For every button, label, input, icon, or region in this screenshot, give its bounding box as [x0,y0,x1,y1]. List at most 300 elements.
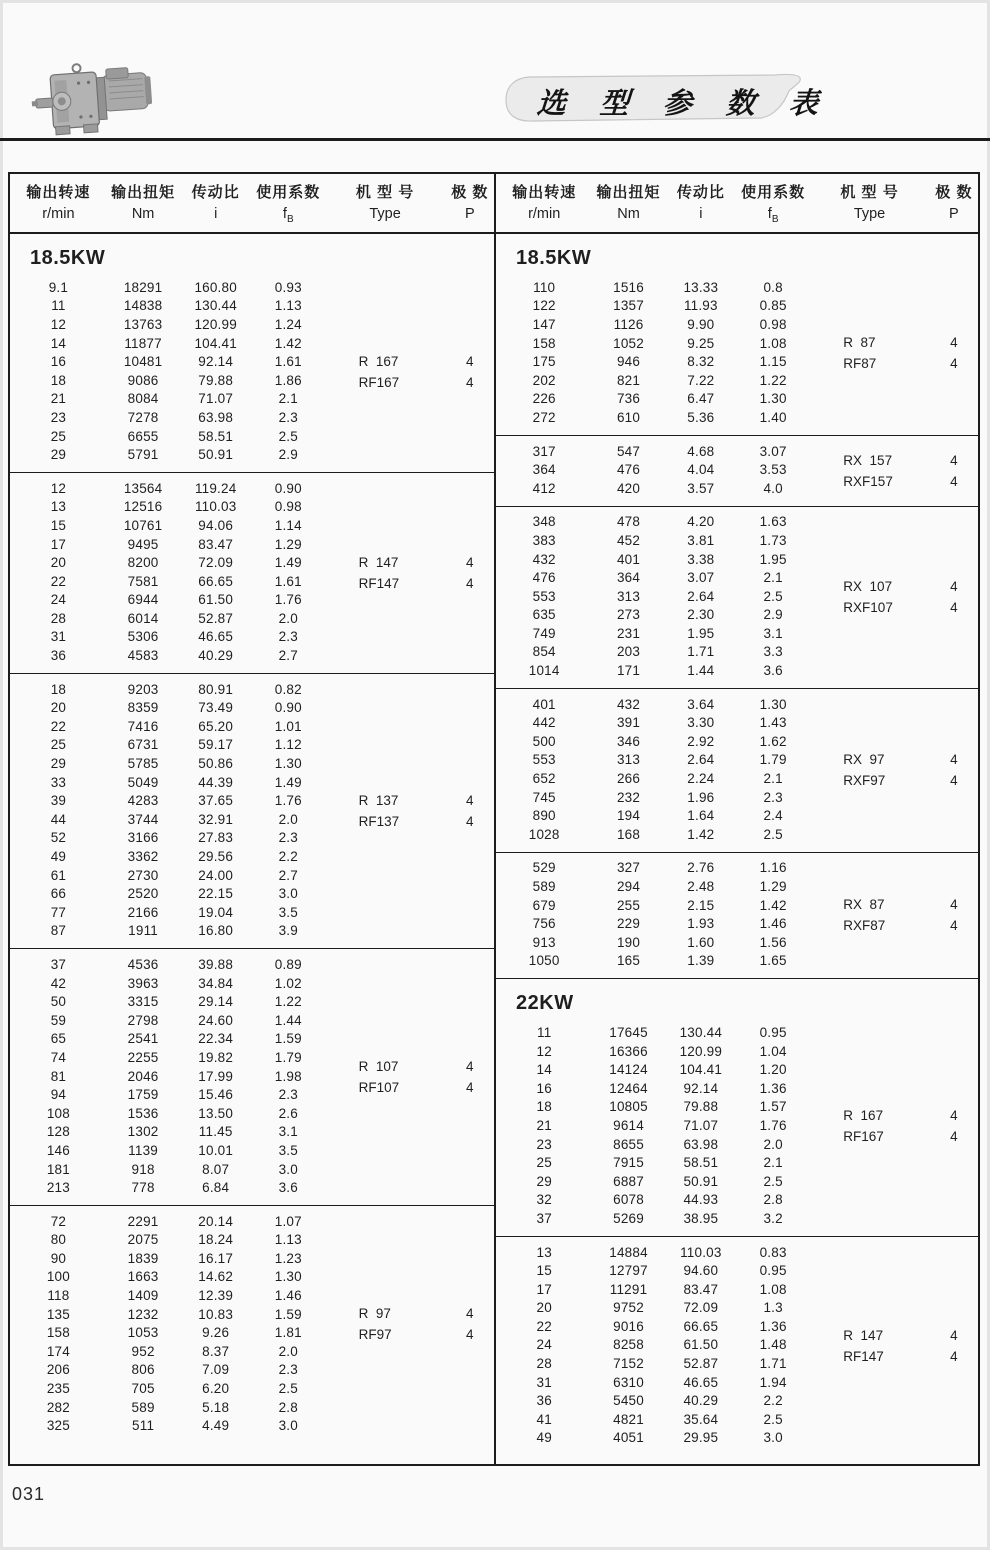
cell-service-factor: 0.85 [759,298,787,314]
cell-ratio: 61.50 [683,1337,719,1353]
cell-service-factor: 1.13 [274,1232,302,1248]
cell-ratio: 6.84 [202,1180,230,1196]
cell-output-torque: 7152 [613,1356,644,1372]
model-type-label: R 167 [843,1108,884,1124]
cell-output-speed: 500 [532,733,556,749]
cell-output-speed: 11 [536,1024,552,1040]
header-row-units [10,206,494,225]
cell-service-factor: 1.95 [759,551,787,567]
cell-output-torque: 1759 [127,1087,159,1103]
cell-output-torque: 3315 [127,994,159,1010]
cell-ratio: 24.00 [198,867,234,883]
type-label-group [325,1056,446,1098]
poles-value: 4 [466,1327,474,1343]
cell-output-speed: 432 [532,551,556,567]
cell-service-factor: 1.22 [759,372,787,388]
header-row-zh [496,181,978,202]
cell-ratio: 94.06 [198,517,234,533]
header-rule [0,138,990,141]
cell-output-torque: 10481 [123,354,163,370]
cell-output-speed: 476 [532,570,556,586]
cell-ratio: 5.18 [202,1399,230,1415]
table-row [10,479,494,498]
cell-output-torque: 9495 [127,536,159,552]
cell-service-factor: 2.2 [278,849,298,865]
cell-output-speed: 36 [536,1393,552,1409]
cell-output-torque: 3166 [127,830,159,846]
cell-ratio: 2.76 [687,860,715,876]
cell-ratio: 130.44 [679,1024,723,1040]
cell-service-factor: 1.56 [759,934,787,950]
cell-service-factor: 1.08 [759,335,787,351]
cell-ratio: 2.15 [687,897,715,913]
cell-ratio: 160.80 [194,279,237,295]
cell-service-factor: 1.59 [274,1306,302,1322]
table-row [496,877,978,896]
cell-ratio: 4.49 [202,1418,230,1434]
table-row [496,1042,978,1061]
unit-fb: $f_B$ [767,206,779,225]
cell-output-torque: 432 [616,696,641,712]
table-row [496,624,978,643]
cell-output-speed: 110 [533,279,556,295]
cell-ratio: 44.93 [683,1192,719,1208]
type-label-group [325,351,446,393]
cell-output-torque: 2291 [127,1213,159,1229]
cell-ratio: 1.39 [687,953,715,969]
cell-ratio: 1.95 [687,625,715,641]
cell-output-torque: 10805 [609,1099,648,1115]
cell-ratio: 66.65 [198,573,234,589]
cell-ratio: 9.90 [687,316,715,332]
table-row [10,680,494,699]
cell-output-torque: 2255 [127,1049,159,1065]
cell-service-factor: 2.3 [278,830,298,846]
cell-ratio: 104.41 [194,335,237,351]
cell-output-torque: 1409 [127,1288,159,1304]
cell-ratio: 71.07 [683,1117,719,1133]
cell-output-speed: 36 [50,648,67,664]
cell-output-speed: 24 [536,1337,552,1353]
cell-ratio: 72.09 [683,1300,719,1316]
cell-ratio: 2.64 [687,752,715,768]
cell-ratio: 71.07 [198,391,234,407]
cell-service-factor: 1.13 [274,298,302,314]
table-row [10,773,494,792]
cell-output-speed: 80 [50,1232,67,1248]
table-row [10,1123,494,1142]
cell-service-factor: 1.61 [274,354,302,370]
data-block [496,688,978,852]
cell-output-torque: 16366 [609,1043,648,1059]
model-type-label: RX 87 [843,897,885,913]
cell-output-speed: 72 [50,1213,67,1229]
cell-ratio: 7.09 [202,1362,230,1378]
data-block [10,272,494,472]
cell-output-torque: 1053 [127,1325,159,1341]
cell-service-factor: 2.5 [763,1173,783,1189]
table-row [10,1212,494,1231]
cell-ratio: 120.99 [679,1043,723,1059]
model-type-label: R 97 [358,1306,391,1322]
cell-service-factor: 2.7 [278,648,298,664]
data-block [10,948,494,1205]
cell-ratio: 2.30 [687,607,715,623]
cell-ratio: 58.51 [683,1155,719,1171]
cell-output-torque: 821 [616,372,641,388]
cell-output-speed: 12 [50,316,67,332]
cell-service-factor: 1.23 [274,1250,302,1266]
cell-output-speed: 18 [50,372,67,388]
cell-output-speed: 15 [536,1263,552,1279]
cell-output-torque: 11877 [124,335,162,351]
cell-ratio: 46.65 [683,1374,719,1390]
cell-service-factor: 1.62 [759,733,787,749]
cell-ratio: 83.47 [683,1281,719,1297]
cell-service-factor: 3.3 [763,644,783,660]
model-type-label: R 147 [358,554,399,570]
cell-service-factor: 2.7 [278,867,298,883]
cell-output-speed: 108 [46,1105,70,1121]
table-row [496,408,978,427]
cell-ratio: 11.45 [198,1124,233,1140]
cell-ratio: 20.14 [198,1213,234,1229]
cell-output-torque: 1126 [613,316,644,332]
cell-output-torque: 5785 [127,756,159,772]
model-type-label: RF107 [358,1080,400,1096]
cell-service-factor: 3.5 [278,1142,298,1158]
header-row-units [496,206,978,225]
table-row [10,1030,494,1049]
cell-service-factor: 3.6 [763,663,783,679]
header-service-factor: 使用系数 [256,184,321,202]
cell-service-factor: 2.0 [278,610,298,626]
cell-output-torque: 3963 [127,975,159,991]
cell-output-speed: 29 [536,1173,552,1189]
table-row [496,1391,978,1410]
cell-service-factor: 1.04 [759,1043,787,1059]
table-row [496,713,978,732]
cell-service-factor: 1.73 [759,532,787,548]
cell-output-torque: 1911 [128,923,159,939]
data-block [10,472,494,673]
cell-output-speed: 652 [532,771,556,787]
cell-service-factor: 2.1 [763,771,783,787]
power-section-label: 18.5KW [30,247,106,269]
cell-service-factor: 1.15 [759,354,787,370]
table-row [10,445,494,464]
poles-value: 4 [466,814,474,830]
cell-output-torque: 6655 [127,428,159,444]
cell-output-torque: 12797 [609,1263,648,1279]
poles-group [930,576,978,618]
cell-output-speed: 635 [532,607,556,623]
cell-service-factor: 1.57 [759,1099,787,1115]
table-row [496,1410,978,1429]
cell-service-factor: 1.42 [274,335,302,351]
poles-group [930,450,978,492]
cell-service-factor: 2.5 [278,428,298,444]
type-label-group [809,576,930,618]
cell-output-speed: 23 [536,1136,552,1152]
cell-service-factor: 1.46 [274,1288,302,1304]
model-type-label: R 147 [843,1327,884,1343]
table-row [10,609,494,628]
cell-ratio: 24.60 [198,1012,234,1028]
type-label-group [809,450,930,492]
cell-output-torque: 6731 [127,737,159,753]
cell-output-speed: 25 [50,428,67,444]
cell-ratio: 8.37 [202,1343,230,1359]
header-service-factor: 使用系数 [741,184,806,202]
header-row-zh [10,181,494,202]
cell-ratio: 4.04 [687,462,715,478]
table-row [496,297,978,316]
table-row [496,1280,978,1299]
cell-service-factor: 1.22 [274,994,302,1010]
table-left-half [10,174,494,1464]
poles-value: 4 [950,356,958,372]
cell-ratio: 50.86 [198,756,234,772]
cell-ratio: 66.65 [683,1318,719,1334]
cell-output-speed: 77 [50,904,67,920]
cell-ratio: 18.24 [198,1232,234,1248]
cell-output-speed: 348 [532,514,556,530]
cell-output-torque: 346 [616,733,641,749]
cell-service-factor: 2.0 [278,811,298,827]
model-type-label: RF137 [358,814,400,830]
cell-output-speed: 87 [50,923,67,939]
cell-ratio: 2.92 [687,733,715,749]
type-label-group [809,894,930,936]
cell-ratio: 29.95 [683,1430,719,1446]
cell-output-torque: 5450 [613,1393,644,1409]
cell-output-speed: 61 [50,867,67,883]
cell-output-torque: 610 [616,409,641,425]
cell-ratio: 4.20 [687,514,715,530]
table-row [10,992,494,1011]
model-type-label: R 167 [358,353,399,369]
cell-output-torque: 17645 [609,1024,648,1040]
cell-service-factor: 1.16 [759,860,787,876]
model-type-label: RXF157 [843,473,893,489]
cell-output-torque: 273 [616,607,641,623]
model-type-label: R 107 [358,1059,399,1075]
cell-output-speed: 20 [536,1300,552,1316]
model-type-label: RF147 [843,1348,884,1364]
cell-service-factor: 1.43 [759,715,787,731]
cell-ratio: 61.50 [198,592,234,608]
cell-output-speed: 12 [536,1043,552,1059]
cell-output-torque: 8359 [127,700,159,716]
model-type-label: R 87 [843,335,876,351]
header-model: 机 型 号 [840,184,899,202]
cell-output-torque: 511 [132,1418,155,1434]
cell-output-torque: 3362 [127,849,159,865]
cell-output-speed: 272 [532,409,556,425]
cell-ratio: 94.60 [683,1263,719,1279]
cell-output-torque: 391 [616,715,641,731]
table-body-right [496,234,978,1464]
cell-output-speed: 52 [50,830,67,846]
cell-output-torque: 918 [131,1161,155,1177]
cell-output-torque: 1232 [127,1306,159,1322]
cell-ratio: 1.96 [687,789,715,805]
cell-output-torque: 232 [616,789,641,805]
cell-output-speed: 325 [46,1418,70,1434]
gear-motor-image [30,58,160,144]
unit-rmin: r/min [42,206,75,223]
table-row [10,408,494,427]
cell-output-torque: 327 [616,860,641,876]
poles-value: 4 [466,374,474,390]
cell-output-torque: 14884 [609,1244,648,1260]
cell-output-torque: 6887 [613,1173,644,1189]
cell-ratio: 2.48 [687,879,715,895]
cell-output-torque: 4283 [127,793,159,809]
cell-output-speed: 589 [532,879,556,895]
cell-output-speed: 90 [50,1250,67,1266]
cell-output-torque: 4583 [127,648,159,664]
cell-output-torque: 12516 [123,499,163,515]
cell-output-torque: 420 [616,480,641,496]
poles-value: 4 [466,1306,474,1322]
table-row [10,866,494,885]
data-block [496,852,978,979]
poles-value: 4 [950,773,958,789]
cell-output-torque: 4536 [127,956,159,972]
cell-output-torque: 2730 [127,867,159,883]
cell-output-speed: 202 [532,372,556,388]
cell-service-factor: 1.14 [274,517,302,533]
cell-service-factor: 2.1 [278,391,298,407]
cell-service-factor: 1.76 [274,592,302,608]
cell-ratio: 52.87 [683,1356,719,1372]
table-header-right [496,174,978,234]
cell-ratio: 52.87 [198,610,234,626]
cell-output-speed: 94 [50,1087,67,1103]
cell-ratio: 13.50 [198,1105,234,1121]
cell-output-speed: 28 [50,610,67,626]
cell-ratio: 2.24 [687,771,715,787]
title-banner [503,72,833,126]
cell-output-speed: 14 [536,1062,552,1078]
cell-service-factor: 2.3 [278,409,298,425]
cell-output-torque: 294 [616,879,641,895]
cell-ratio: 80.91 [198,681,234,697]
cell-output-speed: 21 [536,1117,552,1133]
table-body-left [10,234,494,1464]
cell-output-torque: 1052 [613,335,644,351]
cell-service-factor: 1.81 [274,1325,302,1341]
cell-output-speed: 890 [532,808,556,824]
cell-output-torque: 9016 [613,1318,644,1334]
cell-output-speed: 39 [50,793,67,809]
cell-service-factor: 1.71 [759,1356,787,1372]
cell-output-speed: 135 [46,1306,70,1322]
cell-ratio: 79.88 [198,372,234,388]
cell-output-speed: 44 [50,811,67,827]
cell-service-factor: 1.36 [759,1318,787,1334]
cell-output-speed: 16 [536,1080,552,1096]
cell-ratio: 19.04 [198,904,234,920]
page-number: 031 [12,1484,46,1504]
cell-output-speed: 31 [536,1374,552,1390]
cell-service-factor: 1.29 [759,879,787,895]
cell-output-speed: 13 [50,499,67,515]
cell-ratio: 110.03 [194,499,237,515]
cell-ratio: 17.99 [198,1068,234,1084]
table-row [496,859,978,878]
cell-output-speed: 25 [50,737,67,753]
cell-service-factor: 1.98 [274,1068,302,1084]
cell-output-speed: 442 [532,715,556,731]
cell-ratio: 3.57 [687,480,715,496]
cell-output-speed: 42 [50,975,67,991]
table-row [10,903,494,922]
data-block [10,1205,494,1443]
header-poles: 极 数 [451,184,489,202]
table-row [10,1268,494,1287]
table-row [496,806,978,825]
data-block [496,272,978,435]
unit-i: i [214,206,218,223]
cell-ratio: 83.47 [198,536,234,552]
cell-service-factor: 2.4 [763,808,783,824]
cell-ratio: 13.33 [683,279,719,295]
table-row [10,498,494,517]
poles-group [446,1056,494,1098]
cell-service-factor: 1.01 [274,718,302,734]
cell-output-torque: 168 [616,826,641,842]
cell-service-factor: 1.79 [759,752,787,768]
cell-output-torque: 8200 [127,555,159,571]
table-row [10,1286,494,1305]
data-block [496,506,978,688]
cell-ratio: 92.14 [198,354,234,370]
cell-ratio: 8.07 [202,1161,230,1177]
table-row [496,1429,978,1448]
table-row [10,884,494,903]
cell-output-speed: 282 [46,1399,70,1415]
cell-service-factor: 3.1 [763,625,783,641]
cell-output-torque: 266 [616,771,641,787]
cell-service-factor: 3.1 [278,1124,298,1140]
cell-service-factor: 1.46 [759,916,787,932]
cell-ratio: 19.82 [198,1049,234,1065]
table-row [496,1153,978,1172]
table-row [496,513,978,532]
cell-ratio: 12.39 [198,1288,234,1304]
cell-output-speed: 20 [50,700,67,716]
table-row [10,1379,494,1398]
cell-ratio: 1.64 [687,808,715,824]
cell-ratio: 50.91 [198,447,234,463]
unit-nm: Nm [617,206,640,223]
type-label-group [809,1325,930,1367]
cell-output-speed: 128 [46,1124,70,1140]
poles-value: 4 [466,554,474,570]
cell-output-torque: 2798 [127,1012,159,1028]
table-row [496,278,978,297]
cell-service-factor: 1.36 [759,1080,787,1096]
cell-output-speed: 18 [50,681,67,697]
cell-output-speed: 181 [46,1161,70,1177]
poles-value: 4 [950,579,958,595]
cell-ratio: 7.22 [687,372,715,388]
poles-value: 4 [950,1129,958,1145]
cell-output-speed: 37 [536,1210,552,1226]
